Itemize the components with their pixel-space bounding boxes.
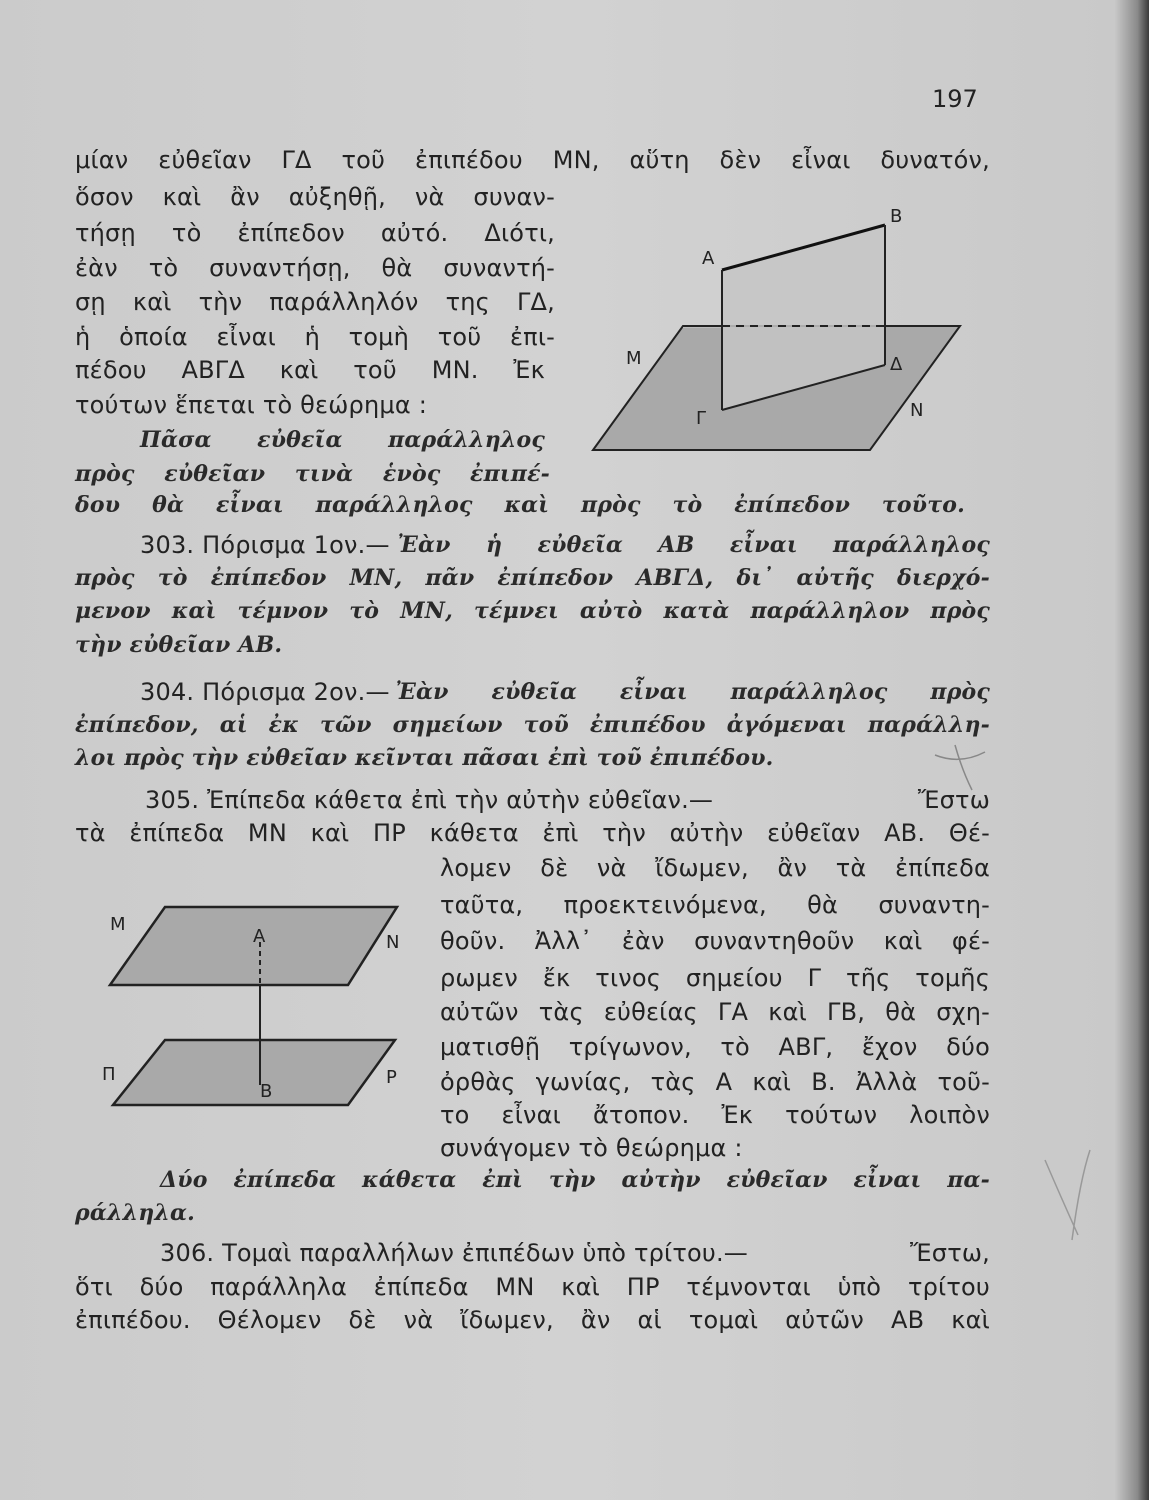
plane-pr (113, 1040, 395, 1105)
text-line: το εἶναι ἄτοπον. Ἐκ τούτων λοιπὸν (440, 1101, 990, 1129)
corollary-text: μενον καὶ τέμνον τὸ ΜΝ, τέμνει αὐτὸ κατὰ παράλληλον πρὸς (75, 598, 990, 624)
page-number: 197 (932, 85, 978, 113)
text-line: ἡ ὁποία εἶναι ἡ τομὴ τοῦ ἐπι- (75, 323, 555, 351)
text-line: θοῦν. Ἀλλ᾽ ἐὰν συναντηθοῦν καὶ φέ- (440, 927, 990, 955)
corollary-text: πρὸς τὸ ἐπίπεδον ΜΝ, πᾶν ἐπίπεδον ΑΒΓΔ, δι᾽ αὐτῆς διερχό- (75, 565, 990, 591)
theorem-line: ράλληλα. (75, 1200, 196, 1226)
section-306-heading: 306. Τομαὶ παραλλήλων ἐπιπέδων ὑπὸ τρίτου.— (160, 1239, 749, 1267)
corollary-text: Ἐὰν εὐθεῖα εἶναι παράλληλος πρὸς (395, 679, 990, 705)
corollary-text: ἐπίπεδον, αἱ ἐκ τῶν σημείων τοῦ ἐπιπέδου ἀγόμεναι παράλλη- (75, 712, 990, 738)
text-line: ματισθῇ τρίγωνον, τὸ ΑΒΓ, ἔχον δύο (440, 1033, 990, 1061)
text-line: λομεν δὲ νὰ ἴδωμεν, ἂν τὰ ἐπίπεδα (440, 854, 990, 882)
figure-parallel-planes (102, 907, 399, 1105)
text-line: πέδου ΑΒΓΔ καὶ τοῦ ΜΝ. Ἐκ (75, 356, 545, 384)
label-m: Μ (110, 914, 126, 935)
label-r: Ρ (386, 1067, 397, 1088)
theorem-line: Πᾶσα εὐθεῖα παράλληλος (140, 427, 545, 453)
section-305-heading: 305. Ἐπίπεδα κάθετα ἐπὶ τὴν αὐτὴν εὐθεῖαν.— (145, 786, 714, 814)
text-line: μίαν εὐθεῖαν ΓΔ τοῦ ἐπιπέδου ΜΝ, αὕτη δὲν εἶναι δυνατόν, (75, 146, 990, 174)
text-line: σῃ καὶ τὴν παράλληλόν της ΓΔ, (75, 288, 555, 316)
text-line: ὅσον καὶ ἂν αὐξηθῇ, νὰ συναν- (75, 183, 555, 211)
label-a: Α (253, 926, 266, 947)
section-303-heading: 303. Πόρισμα 1ον.— (140, 531, 390, 559)
text-line: ὅτι δύο παράλληλα ἐπίπεδα ΜΝ καὶ ΠΡ τέμνονται ὑπὸ τρίτου (75, 1273, 990, 1301)
section-304-heading: 304. Πόρισμα 2ον.— (140, 678, 390, 706)
corollary-text: Ἐὰν ἡ εὐθεῖα ΑΒ εἶναι παράλληλος (397, 532, 990, 558)
text-line: αὐτῶν τὰς εὐθείας ΓΑ καὶ ΓΒ, θὰ σχη- (440, 998, 990, 1026)
theorem-line: πρὸς εὐθεῖαν τινὰ ἑνὸς ἐπιπέ- (75, 461, 550, 487)
label-m: Μ (626, 348, 642, 369)
label-b: Β (890, 206, 903, 227)
label-b: Β (260, 1081, 273, 1102)
label-a: Α (702, 248, 715, 269)
label-p: Π (102, 1064, 116, 1085)
text-line: συνάγομεν τὸ θεώρημα : (440, 1134, 743, 1162)
theorem-line: Δύο ἐπίπεδα κάθετα ἐπὶ τὴν αὐτὴν εὐθεῖαν εἶναι πα- (160, 1167, 990, 1193)
pencil-mark (935, 745, 985, 790)
text-line: ταῦτα, προεκτεινόμενα, θὰ συναντη- (440, 891, 990, 919)
label-n: Ν (386, 932, 400, 953)
label-d: Δ (890, 354, 903, 375)
pencil-mark (1045, 1150, 1090, 1240)
corollary-text: λοι πρὸς τὴν εὐθεῖαν κεῖνται πᾶσαι ἐπὶ τοῦ ἐπιπέδου. (75, 745, 774, 771)
text-line: ρωμεν ἔκ τινος σημείου Γ τῆς τομῆς (440, 964, 990, 992)
label-g: Γ (696, 408, 707, 429)
text-line: Ἔστω (917, 786, 990, 814)
theorem-line: δου θὰ εἶναι παράλληλος καὶ πρὸς τὸ ἐπίπεδον τοῦτο. (75, 492, 965, 518)
corollary-text: τὴν εὐθεῖαν ΑΒ. (75, 632, 283, 658)
text-line: ἐὰν τὸ συναντήσῃ, θὰ συναντή- (75, 254, 555, 282)
text-line: τούτων ἕπεται τὸ θεώρημα : (75, 391, 427, 419)
text-line: τήσῃ τὸ ἐπίπεδον αὐτό. Διότι, (75, 219, 555, 247)
text-line: τὰ ἐπίπεδα ΜΝ καὶ ΠΡ κάθετα ἐπὶ τὴν αὐτὴν εὐθεῖαν ΑΒ. Θέ- (75, 819, 990, 847)
figure-plane-and-line (593, 206, 960, 450)
label-n: Ν (910, 400, 924, 421)
text-line: ἐπιπέδου. Θέλομεν δὲ νὰ ἴδωμεν, ἂν αἱ τομαὶ αὐτῶν ΑΒ καὶ (75, 1306, 990, 1334)
text-line: Ἔστω, (910, 1239, 990, 1267)
text-line: ὀρθὰς γωνίας, τὰς Α καὶ Β. Ἀλλὰ τοῦ- (440, 1068, 990, 1096)
